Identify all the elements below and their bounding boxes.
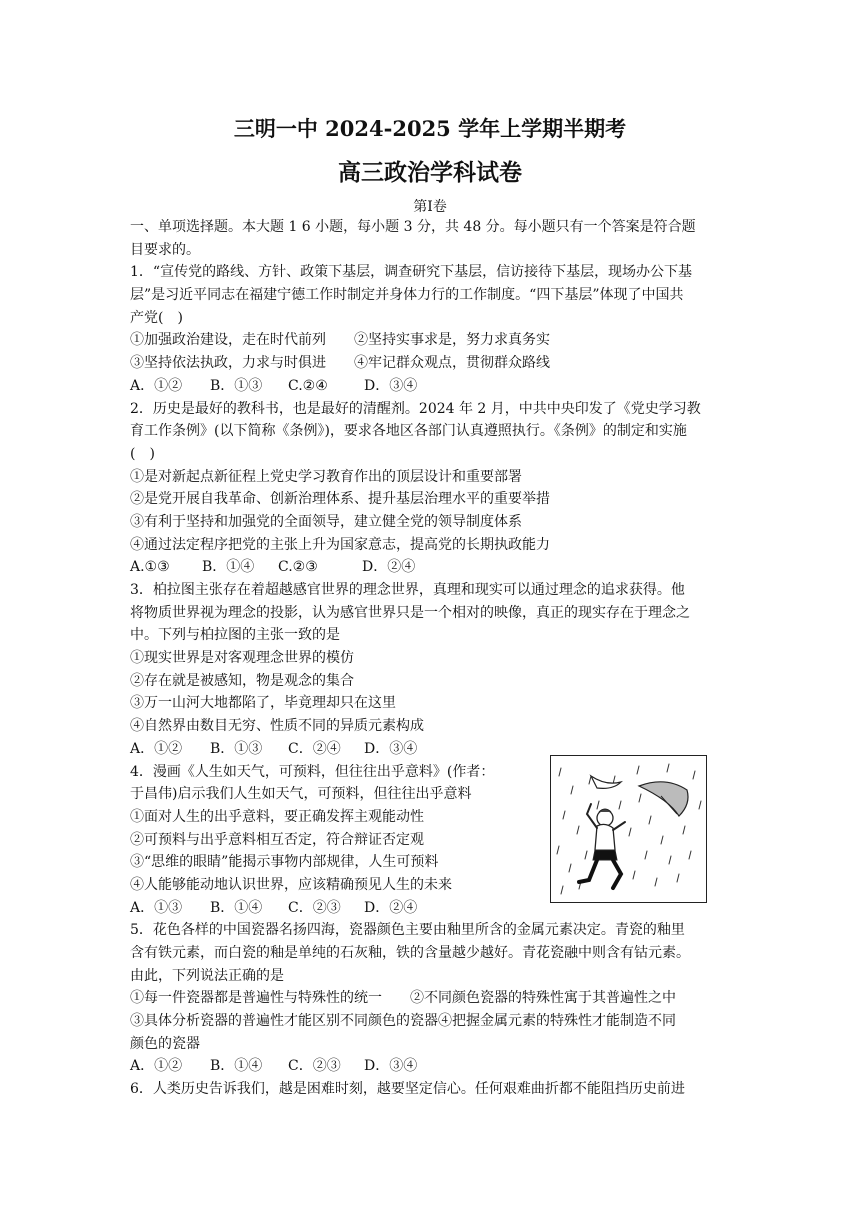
question-2-stem: ( ) xyxy=(130,445,155,462)
option-d: D．③④ xyxy=(364,1058,418,1075)
question-3-item: ①现实世界是对客观理念世界的模仿 xyxy=(130,650,354,667)
question-3-item: ③万一山河大地都陷了，毕竟理却只在这里 xyxy=(130,695,396,712)
option-a: A．①② xyxy=(130,740,183,757)
question-3-stem: 3．柏拉图主张存在着超越感官世界的理念世界，真理和现实可以通过理念的追求获得。他 xyxy=(130,582,685,598)
question-4-item: ②可预料与出乎意料相互否定，符合辩证否定观 xyxy=(130,831,424,848)
question-1-item: ③坚持依法执政，力求与时俱进 ④牢记群众观点，贯彻群众路线 xyxy=(130,355,550,372)
option-b: B．①④ xyxy=(210,899,263,916)
option-a: A．①② xyxy=(130,1058,183,1075)
question-3-item: ②存在就是被感知，物是观念的集合 xyxy=(130,672,354,689)
question-2-item: ①是对新起点新征程上党史学习教育作出的顶层设计和重要部署 xyxy=(130,468,522,485)
option-d: D．③④ xyxy=(364,740,418,757)
option-d: D．③④ xyxy=(364,377,418,394)
option-a: A．①② xyxy=(130,377,183,394)
question-4-item: ③“思维的眼睛”能揭示事物内部规律，人生可预料 xyxy=(130,854,439,871)
question-2-item: ③有利于坚持和加强党的全面领导，建立健全党的领导制度体系 xyxy=(130,513,522,530)
option-c: C.②③ xyxy=(278,559,318,576)
question-4-item: ④人能够能动地认识世界，应该精确预见人生的未来 xyxy=(130,876,452,893)
option-b: B．①④ xyxy=(202,559,255,576)
question-2-item: ④通过法定程序把党的主张上升为国家意志，提高党的长期执政能力 xyxy=(130,536,550,553)
option-a: A．①③ xyxy=(130,899,183,916)
option-a: A.①③ xyxy=(130,559,170,576)
question-3-item: ④自然界由数目无穷、性质不同的异质元素构成 xyxy=(130,718,424,735)
question-5-item: ①每一件瓷器都是普遍性与特殊性的统一 ②不同颜色瓷器的特殊性寓于其普遍性之中 xyxy=(130,990,676,1007)
question-5-stem: 5．花色各样的中国瓷器名扬四海，瓷器颜色主要由釉里所含的金属元素决定。青瓷的釉里 xyxy=(130,922,685,939)
question-5-stem: 含有铁元素，而白瓷的釉是单纯的石灰釉，铁的含量越少越好。青花瓷融中则含有钴元素。 xyxy=(130,945,690,961)
question-2-stem: 2．历史是最好的教科书，也是最好的清醒剂。2024 年 2 月，中共中央印发了《党史学习教 xyxy=(130,400,701,417)
option-d: D．②④ xyxy=(364,899,418,916)
question-1-stem: 1．“宣传党的路线、方针、政策下基层，调查研究下基层，信访接待下基层，现场办公下基 xyxy=(130,264,693,281)
question-5-item: 颜色的瓷器 xyxy=(130,1035,200,1052)
option-b: B．①③ xyxy=(210,740,263,757)
exam-title: 三明一中 2024-2025 学年上学期半期考 xyxy=(233,116,627,141)
question-2-stem: 育工作条例》(以下简称《条例》)，要求各地区各部门认真遵照执行。《条例》的制定和实施 xyxy=(130,423,687,440)
question-5-item: ③具体分析瓷器的普遍性才能区别不同颜色的瓷器④把握金属元素的特殊性才能制造不同 xyxy=(130,1013,676,1030)
question-4-item: ①面对人生的出乎意料，要正确发挥主观能动性 xyxy=(130,808,424,825)
question-5-options xyxy=(130,1055,735,1078)
question-4-stem: 4．漫画《人生如天气，可预料，但往往出乎意料》(作者： xyxy=(130,763,495,780)
question-6-stem: 6．人类历史告诉我们，越是困难时刻，越要坚定信心。任何艰难曲折都不能阻挡历史前进 xyxy=(130,1081,685,1098)
question-1-item: ①加强政治建设，走在时代前列 ②坚持实事求是，努力求真务实 xyxy=(130,332,550,349)
question-1-options xyxy=(130,375,735,398)
option-c: C.②④ xyxy=(288,377,328,394)
instructions-line: 目要求的。 xyxy=(130,241,200,258)
question-4-stem: 于昌伟)启示我们人生如天气，可预料，但往往出乎意料 xyxy=(130,786,472,803)
rain-cartoon-image xyxy=(551,756,705,901)
option-b: B．①④ xyxy=(210,1058,263,1075)
exam-subtitle: 高三政治学科试卷 xyxy=(338,159,522,186)
option-b: B．①③ xyxy=(210,377,263,394)
section-heading: 第Ⅰ卷 xyxy=(413,199,447,215)
option-d: D．②④ xyxy=(362,559,416,576)
question-3-stem: 将物质世界视为理念的投影，认为感官世界只是一个相对的映像，真正的现实存在于理念之 xyxy=(130,604,690,621)
question-3-stem: 中。下列与柏拉图的主张一致的是 xyxy=(130,627,340,644)
option-c: C．②③ xyxy=(288,899,341,916)
instructions-line: 一、单项选择题。本大题 1 6 小题，每小题 3 分，共 48 分。每小题只有一个答案是符合题 xyxy=(130,219,696,235)
question-2-item: ②是党开展自我革命、创新治理体系、提升基层治理水平的重要举措 xyxy=(130,491,550,508)
question-5-stem: 由此，下列说法正确的是 xyxy=(130,967,284,984)
question-1-stem: 产党( ) xyxy=(130,309,183,326)
cartoon-illustration xyxy=(550,755,707,903)
option-c: C．②③ xyxy=(288,1058,341,1075)
option-c: C．②④ xyxy=(288,740,341,757)
question-body xyxy=(130,216,735,1101)
question-2-options xyxy=(130,556,735,579)
question-1-stem: 层”是习近平同志在福建宁德工作时制定并身体力行的工作制度。“四下基层”体现了中国共 xyxy=(130,287,684,304)
